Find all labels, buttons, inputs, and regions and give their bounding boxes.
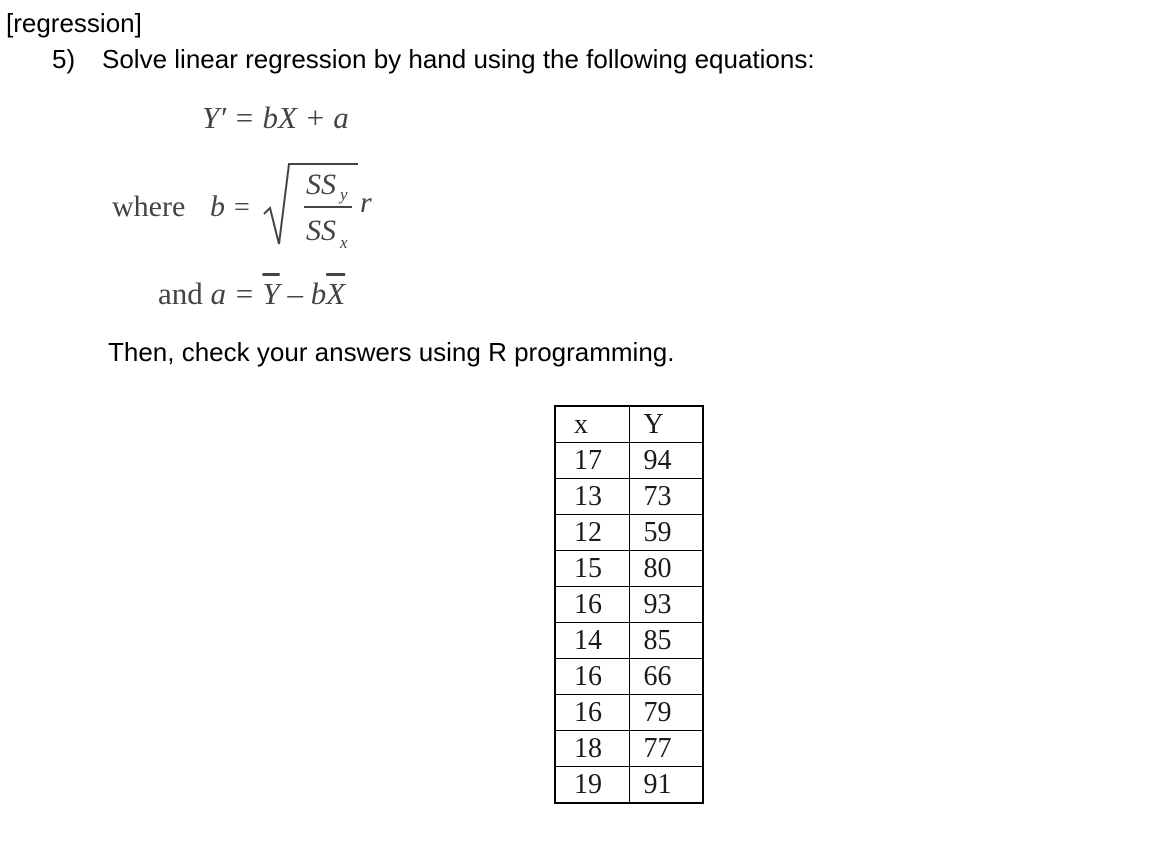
slope-formula (210, 158, 380, 258)
cell-x: 16 (555, 695, 629, 731)
section-tag: [regression] (6, 8, 142, 38)
x-mean: $\overline{X}$ (326, 276, 346, 311)
table-row (555, 767, 703, 804)
cell-y: 85 (629, 623, 703, 659)
table-row (555, 443, 703, 479)
cell-x: 15 (555, 551, 629, 587)
table-row (555, 551, 703, 587)
where-label: where (112, 190, 186, 223)
ss-y-subscript: y (340, 185, 348, 204)
cell-y: 80 (629, 551, 703, 587)
question-number: 5) (52, 44, 76, 74)
and-label: and (158, 276, 203, 311)
cell-x: 13 (555, 479, 629, 515)
question-text: Solve linear regression by hand using the following equations: (102, 44, 815, 74)
table-row (555, 479, 703, 515)
cell-x: 16 (555, 659, 629, 695)
cell-x: 12 (555, 515, 629, 551)
ss-y-label: SS (306, 168, 336, 201)
table-row (555, 731, 703, 767)
cell-y: 93 (629, 587, 703, 623)
ss-x-subscript: x (340, 233, 348, 252)
cell-y: 66 (629, 659, 703, 695)
instruction-text: Then, check your answers using R programming. (108, 337, 675, 367)
b-symbol: b (210, 190, 225, 223)
ss-x-label: SS (306, 214, 336, 247)
table-row (555, 695, 703, 731)
table-row (555, 623, 703, 659)
cell-y: 94 (629, 443, 703, 479)
table-body (555, 443, 703, 804)
cell-x: 18 (555, 731, 629, 767)
data-table (554, 405, 704, 804)
table-row (555, 659, 703, 695)
cell-y: 73 (629, 479, 703, 515)
table-row (555, 587, 703, 623)
cell-y: 91 (629, 767, 703, 804)
y-mean: $\overline{Y}$ (262, 276, 280, 311)
cell-y: 77 (629, 731, 703, 767)
regression-equation: Y′ = bX + a (202, 100, 349, 135)
r-symbol: r (360, 186, 372, 219)
equals-sign: = (234, 192, 250, 223)
minus-b: – b (279, 276, 327, 311)
cell-y: 79 (629, 695, 703, 731)
cell-x: 17 (555, 443, 629, 479)
cell-x: 14 (555, 623, 629, 659)
intercept-lhs: a = (210, 276, 263, 311)
header-x: x (555, 406, 629, 443)
table-row (555, 515, 703, 551)
cell-x: 19 (555, 767, 629, 804)
intercept-equation (158, 276, 345, 312)
table-header-row (555, 406, 703, 443)
header-y: Y (629, 406, 703, 443)
cell-x: 16 (555, 587, 629, 623)
cell-y: 59 (629, 515, 703, 551)
